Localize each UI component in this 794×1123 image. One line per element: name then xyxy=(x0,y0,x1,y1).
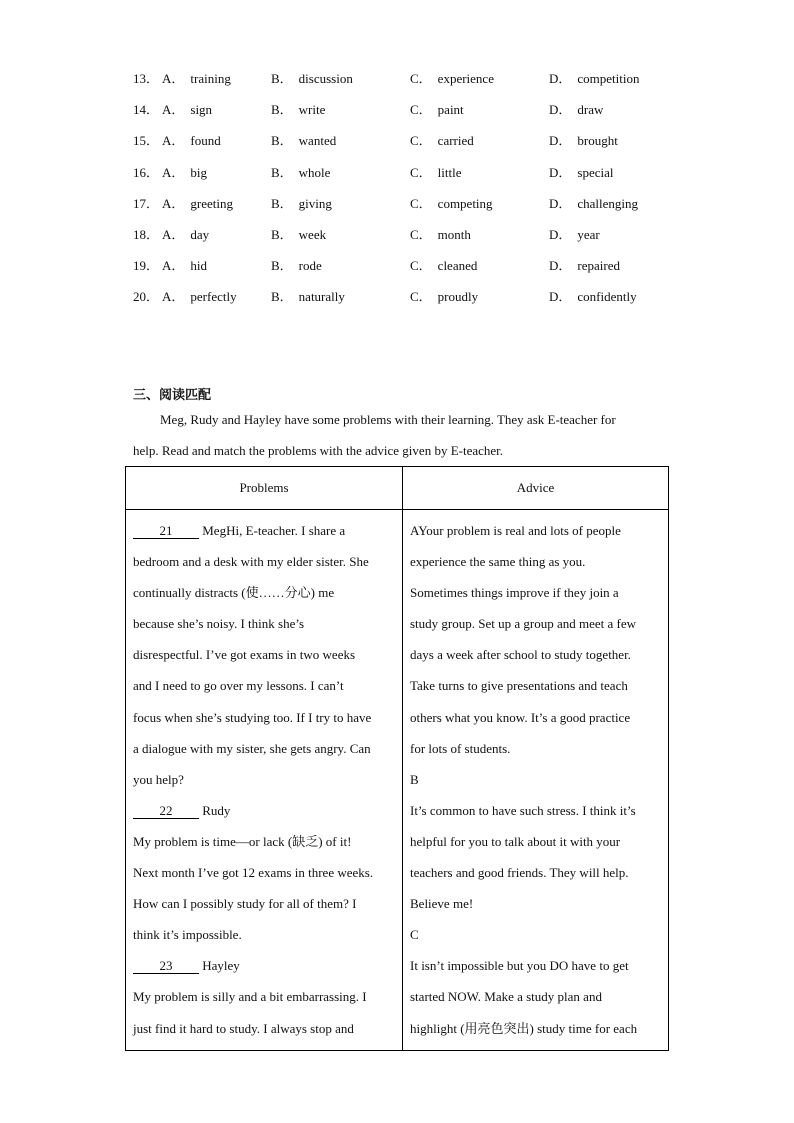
option-text: perfectly xyxy=(190,289,237,305)
option-choice[interactable] xyxy=(271,286,345,305)
option-text: special xyxy=(577,164,614,180)
option-letter: B． xyxy=(271,102,293,118)
option-choice[interactable] xyxy=(410,68,494,87)
option-letter: C． xyxy=(410,258,432,274)
option-choice[interactable] xyxy=(162,68,231,87)
problem-name: Hayley xyxy=(199,958,240,974)
advice-line: days a week after school to study together. xyxy=(410,647,631,663)
option-text: competing xyxy=(437,195,493,211)
option-choice[interactable] xyxy=(549,68,640,87)
option-choice[interactable] xyxy=(410,162,462,181)
option-letter: C． xyxy=(410,164,432,180)
table-body-row xyxy=(126,510,669,1051)
problem-heading xyxy=(133,795,396,826)
question-number: 16． xyxy=(133,164,160,180)
option-text: greeting xyxy=(190,195,233,211)
answer-blank[interactable]: 21 xyxy=(133,524,199,539)
option-choice[interactable] xyxy=(410,224,471,243)
option-letter: A． xyxy=(162,258,185,274)
advice-line: highlight (用亮色突出) study time for each xyxy=(410,1020,638,1036)
intro-line-2: help. Read and match the problems with the advice given by E-teacher. xyxy=(133,443,504,458)
option-choice[interactable] xyxy=(162,224,209,243)
question-row xyxy=(133,286,693,306)
option-choice[interactable] xyxy=(549,99,603,118)
option-text: wanted xyxy=(298,133,337,149)
option-choice[interactable] xyxy=(162,286,237,305)
option-letter: C． xyxy=(410,102,432,118)
option-letter: A． xyxy=(162,164,185,180)
option-choice[interactable] xyxy=(271,162,330,181)
option-choice[interactable] xyxy=(271,130,336,149)
question-row xyxy=(133,255,693,275)
option-letter: B． xyxy=(271,164,293,180)
advice-cell xyxy=(403,510,669,1051)
problem-heading xyxy=(133,950,396,981)
advice-line: for lots of students. xyxy=(410,740,511,756)
option-choice[interactable] xyxy=(410,99,464,118)
section-title: 三、阅读匹配 xyxy=(133,388,212,403)
problem-line: Next month I’ve got 12 exams in three weeks. xyxy=(133,865,374,881)
option-text: proudly xyxy=(437,289,479,305)
problem-line: continually distracts (使……分心) me xyxy=(133,585,335,601)
question-row xyxy=(133,193,693,213)
problem-line: you help? xyxy=(133,771,184,787)
option-choice[interactable] xyxy=(549,286,637,305)
matching-table xyxy=(125,466,669,1051)
option-letter: C． xyxy=(410,133,432,149)
question-row xyxy=(133,99,693,119)
option-choice[interactable] xyxy=(162,99,212,118)
option-text: competition xyxy=(577,71,640,86)
problem-line: focus when she’s studying too. If I try to have xyxy=(133,709,372,725)
section-intro xyxy=(133,404,673,466)
option-text: confidently xyxy=(577,289,637,305)
question-number: 20． xyxy=(133,289,160,305)
option-choice[interactable] xyxy=(271,68,353,87)
option-choice[interactable] xyxy=(410,255,477,274)
option-text: training xyxy=(190,71,231,86)
advice-line: others what you know. It’s a good practice xyxy=(410,709,631,725)
option-text: whole xyxy=(298,164,331,180)
option-letter: D． xyxy=(549,102,572,118)
option-letter: B． xyxy=(271,227,293,242)
option-letter: C． xyxy=(410,195,432,211)
option-choice[interactable] xyxy=(271,224,326,243)
advice-line: B xyxy=(410,771,419,787)
option-choice[interactable] xyxy=(549,162,613,181)
problem-line: bedroom and a desk with my elder sister. She xyxy=(133,554,369,570)
option-choice[interactable] xyxy=(271,255,322,274)
question-row xyxy=(133,224,693,244)
table-header-row xyxy=(126,467,669,510)
option-text: month xyxy=(437,227,471,242)
option-text: brought xyxy=(577,133,618,149)
answer-blank[interactable]: 23 xyxy=(133,959,199,974)
advice-line: started NOW. Make a study plan and xyxy=(410,989,602,1005)
option-letter: A． xyxy=(162,71,185,86)
option-choice[interactable] xyxy=(549,224,600,243)
problem-line: just find it hard to study. I always stop and xyxy=(133,1020,354,1036)
option-text: carried xyxy=(437,133,474,149)
option-text: day xyxy=(190,227,210,242)
option-letter: C． xyxy=(410,227,432,242)
question-number: 19． xyxy=(133,258,160,274)
option-text: paint xyxy=(437,102,464,118)
intro-line-1: Meg, Rudy and Hayley have some problems with their learning. They ask E-teacher for xyxy=(160,412,616,427)
option-choice[interactable] xyxy=(162,255,207,274)
header-advice: Advice xyxy=(403,467,669,510)
problem-line: disrespectful. I’ve got exams in two weeks xyxy=(133,647,356,663)
option-choice[interactable] xyxy=(162,193,233,212)
option-letter: A． xyxy=(162,133,185,149)
option-text: draw xyxy=(577,102,604,118)
problem-line: and I need to go over my lessons. I can’t xyxy=(133,678,344,694)
advice-line: AYour problem is real and lots of people xyxy=(410,523,621,538)
option-letter: B． xyxy=(271,133,293,149)
problem-line: a dialogue with my sister, she gets angry. Can xyxy=(133,740,371,756)
problem-line: How can I possibly study for all of them? I xyxy=(133,896,357,912)
option-letter: B． xyxy=(271,289,293,305)
advice-line: study group. Set up a group and meet a few xyxy=(410,616,637,632)
problem-line: My problem is silly and a bit embarrassing. I xyxy=(133,989,367,1005)
option-letter: D． xyxy=(549,227,572,242)
question-number: 13． xyxy=(133,71,160,86)
option-letter: C． xyxy=(410,71,432,86)
option-text: naturally xyxy=(298,289,345,305)
advice-line: experience the same thing as you. xyxy=(410,554,586,570)
option-text: write xyxy=(298,102,326,118)
option-letter: A． xyxy=(162,289,185,305)
advice-line: It isn’t impossible but you DO have to get xyxy=(410,958,629,974)
option-text: year xyxy=(577,227,600,242)
advice-line: Take turns to give presentations and teach xyxy=(410,678,628,694)
problem-line: because she’s noisy. I think she’s xyxy=(133,616,305,632)
option-letter: D． xyxy=(549,289,572,305)
option-choice[interactable] xyxy=(410,130,474,149)
option-choice[interactable] xyxy=(271,193,332,212)
option-text: hid xyxy=(190,258,208,274)
option-text: found xyxy=(190,133,221,149)
problems-cell xyxy=(126,510,403,1051)
option-choice[interactable] xyxy=(162,130,221,149)
problem-line: think it’s impossible. xyxy=(133,927,242,943)
option-choice[interactable] xyxy=(549,255,620,274)
option-text: big xyxy=(190,164,208,180)
option-choice[interactable] xyxy=(162,162,207,181)
option-letter: D． xyxy=(549,195,572,211)
option-letter: B． xyxy=(271,258,293,274)
option-letter: B． xyxy=(271,71,293,86)
question-number: 15． xyxy=(133,133,160,149)
advice-line: Believe me! xyxy=(410,896,474,912)
option-choice[interactable] xyxy=(549,130,618,149)
option-text: cleaned xyxy=(437,258,478,274)
option-letter: C． xyxy=(410,289,432,305)
option-text: repaired xyxy=(577,258,620,274)
option-choice[interactable] xyxy=(410,286,478,305)
option-letter: A． xyxy=(162,102,185,118)
advice-line: teachers and good friends. They will help. xyxy=(410,865,629,881)
advice-line: It’s common to have such stress. I think it’s xyxy=(410,802,636,818)
advice-line: helpful for you to talk about it with your xyxy=(410,833,621,849)
advice-line: C xyxy=(410,927,419,943)
advice-line: Sometimes things improve if they join a xyxy=(410,585,619,601)
problem-heading xyxy=(133,515,396,546)
option-letter: D． xyxy=(549,258,572,274)
option-text: little xyxy=(437,164,462,180)
question-number: 18． xyxy=(133,227,160,242)
option-text: rode xyxy=(298,258,322,274)
option-letter: B． xyxy=(271,195,293,211)
option-text: sign xyxy=(190,102,213,118)
option-letter: A． xyxy=(162,227,185,242)
question-number: 14． xyxy=(133,102,160,118)
option-text: giving xyxy=(298,195,332,211)
option-letter: D． xyxy=(549,133,572,149)
header-problems: Problems xyxy=(126,467,403,510)
answer-blank[interactable]: 22 xyxy=(133,804,199,819)
question-number: 17． xyxy=(133,195,160,211)
question-row xyxy=(133,162,693,182)
option-choice[interactable] xyxy=(410,193,493,212)
option-text: discussion xyxy=(298,71,353,86)
option-letter: A． xyxy=(162,195,185,211)
problem-line: My problem is time—or lack (缺乏) of it! xyxy=(133,833,352,849)
option-letter: D． xyxy=(549,164,572,180)
question-row xyxy=(133,130,693,150)
option-choice[interactable] xyxy=(549,193,638,212)
option-text: week xyxy=(298,227,327,242)
question-row xyxy=(133,68,693,88)
problem-line: MegHi, E-teacher. I share a xyxy=(199,523,346,538)
option-text: experience xyxy=(437,71,494,86)
option-letter: D． xyxy=(549,71,572,86)
problem-name: Rudy xyxy=(199,802,231,818)
option-choice[interactable] xyxy=(271,99,325,118)
option-text: challenging xyxy=(577,195,639,211)
